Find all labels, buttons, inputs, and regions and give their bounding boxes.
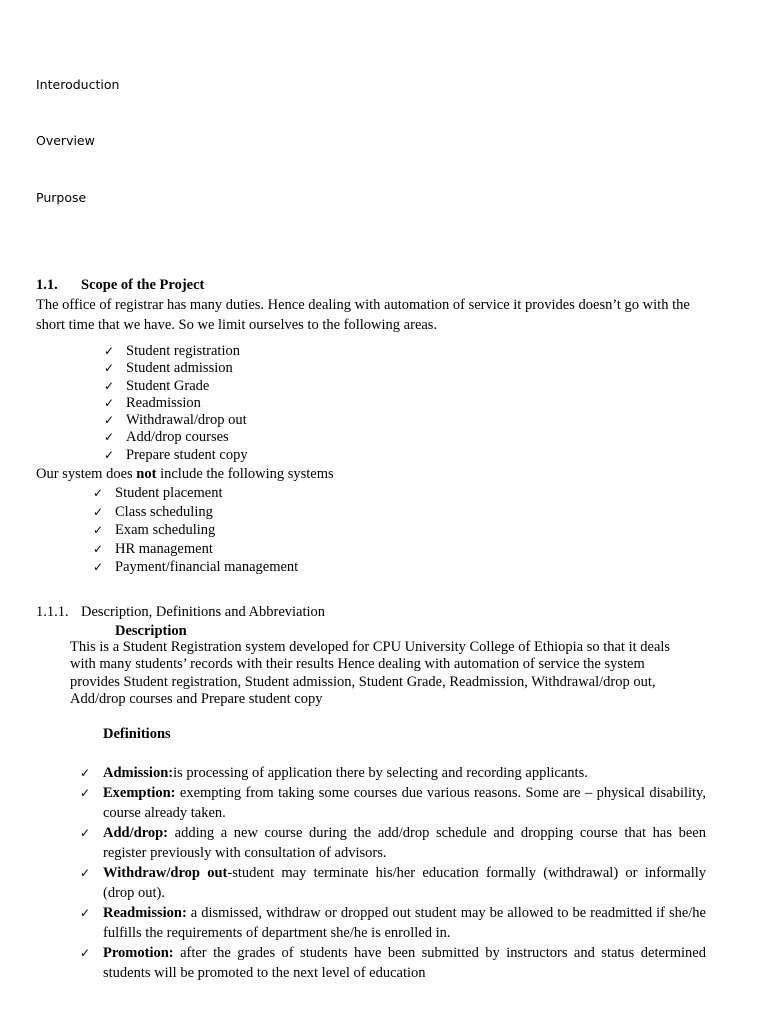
definition-text: after the grades of students have been submitted by instructors and status determined students will be promoted to the next level of education bbox=[103, 945, 706, 981]
list-item-text: HR management bbox=[115, 540, 213, 557]
list-item-text: Withdrawal/drop out bbox=[126, 412, 247, 429]
checkmark-icon: ✓ bbox=[104, 413, 115, 428]
checkmark-icon: ✓ bbox=[93, 541, 104, 556]
scope-heading-number: 1.1. bbox=[36, 277, 58, 293]
description-heading bbox=[36, 603, 325, 621]
checkmark-icon: ✓ bbox=[104, 378, 115, 393]
definitions-list bbox=[80, 763, 706, 983]
excluded-intro-not: not bbox=[136, 466, 157, 482]
checkmark-icon: ✓ bbox=[80, 826, 91, 840]
list-item-text: Class scheduling bbox=[115, 503, 213, 520]
definition-item bbox=[80, 903, 706, 943]
checkmark-icon: ✓ bbox=[93, 523, 104, 538]
list-item-text: Student placement bbox=[115, 485, 223, 501]
checkmark-icon: ✓ bbox=[104, 430, 115, 445]
description-heading-title: Description, Definitions and Abbreviation bbox=[81, 604, 326, 620]
list-item bbox=[93, 503, 298, 522]
definition-term: Add/drop: bbox=[103, 825, 169, 841]
definition-item bbox=[80, 783, 706, 823]
excluded-intro-prefix: Our system does bbox=[36, 466, 137, 482]
excluded-intro bbox=[36, 465, 334, 483]
definition-text: -student may terminate his/her education formally (withdrawal) or informally (drop out). bbox=[103, 865, 706, 901]
list-item bbox=[104, 412, 248, 429]
checkmark-icon: ✓ bbox=[93, 504, 104, 519]
list-item bbox=[104, 378, 248, 395]
toc-item-introduction: Interoduction bbox=[36, 77, 120, 92]
list-item-text: Payment/financial management bbox=[115, 559, 299, 576]
list-item bbox=[104, 360, 248, 377]
definition-item bbox=[80, 943, 706, 983]
checkmark-icon: ✓ bbox=[80, 786, 91, 800]
checkmark-icon: ✓ bbox=[93, 560, 104, 575]
list-item-text: Student admission bbox=[126, 360, 233, 377]
description-heading-number: 1.1.1. bbox=[36, 604, 69, 620]
definition-text: exempting from taking some courses due various reasons. Some are – physical disability, course already taken. bbox=[103, 785, 706, 821]
definition-text: is processing of application there by selecting and recording applicants. bbox=[173, 765, 588, 781]
list-item bbox=[93, 540, 298, 559]
excluded-systems-list bbox=[93, 484, 298, 577]
definition-text: a dismissed, withdraw or dropped out student may be allowed to be readmitted if she/he fulfills the requirements of department she/he is enrolled in. bbox=[103, 905, 706, 941]
list-item bbox=[104, 343, 248, 360]
list-item bbox=[104, 429, 248, 446]
definition-item bbox=[80, 823, 706, 863]
toc-item-purpose: Purpose bbox=[36, 190, 87, 205]
description-paragraph: This is a Student Registration system developed for CPU University College of Ethiopia so that it deals with many students’ records with their results Hence dealing with automation of service the system provides Student registration, Student admission, Student Grade, Readmission, Withdrawal/drop out, Add/drop courses and Prepare student copy bbox=[70, 639, 671, 708]
scope-heading-title: Scope of the Project bbox=[81, 277, 205, 293]
checkmark-icon: ✓ bbox=[104, 447, 115, 462]
checkmark-icon: ✓ bbox=[104, 344, 115, 358]
definition-term: Exemption: bbox=[103, 785, 176, 801]
definition-text: adding a new course during the add/drop schedule and dropping course that has been register previously with consultation of advisors. bbox=[103, 825, 706, 861]
list-item bbox=[93, 521, 298, 540]
definition-term: Promotion: bbox=[103, 945, 174, 961]
checkmark-icon: ✓ bbox=[104, 395, 115, 410]
checkmark-icon: ✓ bbox=[93, 486, 104, 500]
list-item-text: Prepare student copy bbox=[126, 446, 248, 463]
list-item bbox=[93, 558, 298, 577]
checkmark-icon: ✓ bbox=[80, 866, 91, 880]
definitions-subheading: Definitions bbox=[103, 726, 171, 742]
checkmark-icon: ✓ bbox=[80, 766, 91, 780]
definition-term: Withdraw/drop out bbox=[103, 865, 228, 881]
definition-term: Admission: bbox=[103, 765, 174, 781]
definition-term: Readmission: bbox=[103, 905, 187, 921]
list-item-text: Exam scheduling bbox=[115, 522, 216, 539]
excluded-intro-suffix: include the following systems bbox=[156, 466, 334, 482]
list-item bbox=[93, 484, 298, 503]
list-item-text: Add/drop courses bbox=[126, 429, 229, 446]
toc-item-overview: Overview bbox=[36, 133, 95, 148]
checkmark-icon: ✓ bbox=[104, 361, 115, 376]
checkmark-icon: ✓ bbox=[80, 946, 91, 960]
list-item-text: Readmission bbox=[126, 394, 201, 411]
list-item-text: Student Grade bbox=[126, 377, 210, 394]
checkmark-icon: ✓ bbox=[80, 906, 91, 920]
scope-heading bbox=[36, 276, 204, 294]
scope-intro-paragraph: The office of registrar has many duties. Hence dealing with automation of service it provides doesn’t go with the short time that we have. So we limit ourselves to the following areas. bbox=[36, 297, 690, 333]
definition-item bbox=[80, 863, 706, 903]
definition-item bbox=[80, 763, 706, 783]
description-subheading: Description bbox=[115, 623, 187, 639]
list-item bbox=[104, 447, 248, 464]
list-item-text: Student registration bbox=[126, 343, 240, 359]
included-areas-list bbox=[104, 343, 248, 464]
list-item bbox=[104, 395, 248, 412]
